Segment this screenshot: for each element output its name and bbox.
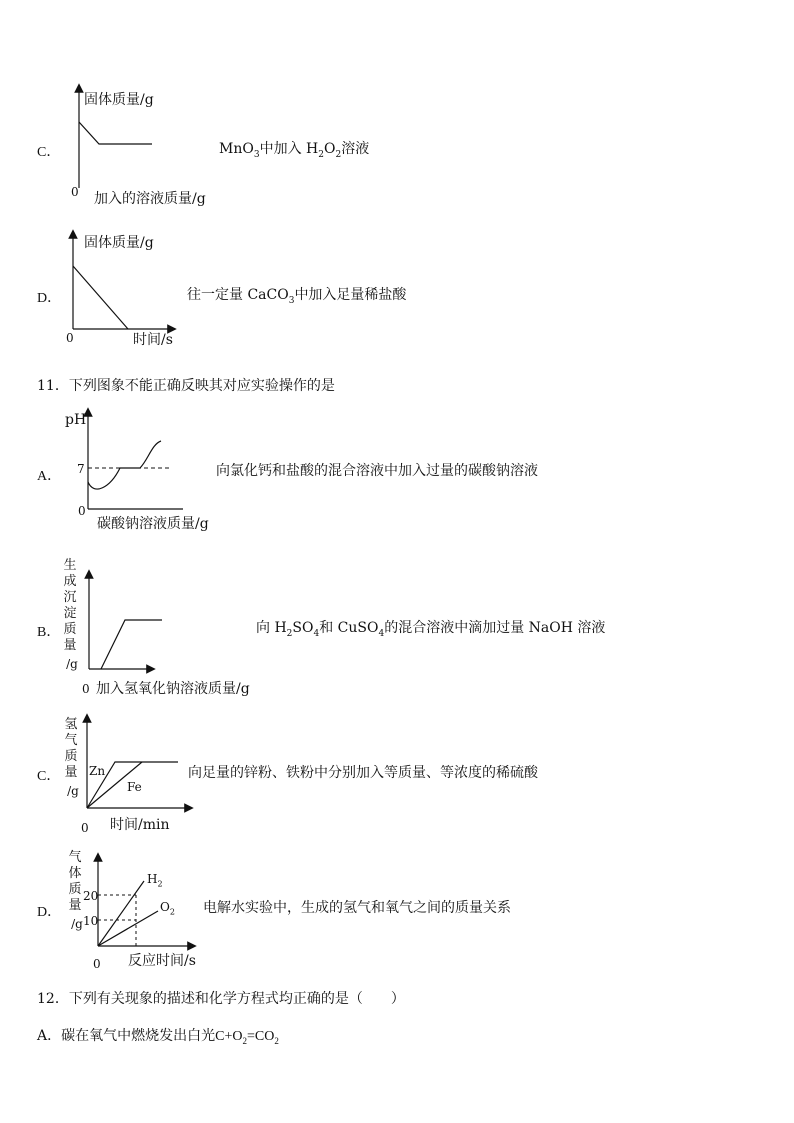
q10-c-origin: 0 — [71, 185, 79, 199]
q11-a-y-label: pH — [65, 412, 87, 428]
q10-c-x-label: 加入的溶液质量/g — [94, 191, 206, 207]
q11-a-x-label: 碳酸钠溶液质量/g — [97, 516, 209, 532]
q10-d-x-label: 时间/s — [133, 332, 173, 348]
q10-c-description: MnO$_3$中加入 $H_2O_2$溶液 — [219, 141, 370, 160]
q11-b-origin: 0 — [82, 682, 90, 696]
q11-c-x-label: 时间/min — [110, 817, 170, 833]
q11-d-option-letter: D． — [37, 905, 62, 920]
q10-d-option-letter: D． — [37, 291, 62, 306]
q11-c-description: 向足量的锌粉、铁粉中分别加入等质量、等浓度的稀硫酸 — [188, 765, 538, 781]
q11-stem: 11．下列图象不能正确反映其对应实验操作的是 — [37, 378, 335, 394]
q11-a-description: 向氯化钙和盐酸的混合溶液中加入过量的碳酸钠溶液 — [216, 463, 538, 479]
q11-c-origin: 0 — [81, 821, 89, 835]
q10-c-y-label: 固体质量/g — [84, 92, 154, 108]
q11-c-zn-label: Zn — [89, 764, 106, 778]
q11-b-curve — [101, 620, 162, 669]
q10-d-description: 往一定量 CaCO$_3$中加入足量稀盐酸 — [187, 287, 407, 306]
q11-d-h2-line — [98, 881, 144, 946]
q11-d-description: 电解水实验中，生成的氢气和氧气之间的质量关系 — [203, 900, 511, 916]
q11-a-tick-7: 7 — [77, 462, 85, 476]
q10-c-curve — [79, 122, 152, 144]
q10-d-curve — [73, 266, 128, 329]
q11-a-origin: 0 — [78, 504, 86, 518]
q12-option-a: A．碳在氧气中燃烧发出白光$C+O_2=CO_2$ — [37, 1028, 279, 1046]
q10-d-y-label: 固体质量/g — [84, 235, 154, 251]
q11-d-tick-10: 10 — [83, 914, 99, 928]
q10-c-option-letter: C． — [37, 145, 61, 160]
q11-a-curve — [88, 441, 161, 489]
q11-d-o2-label: $O_2$ — [160, 900, 175, 917]
q11-d-o2-line — [98, 911, 158, 946]
q12-a-equation: $C+O_2=CO_2$ — [215, 1029, 279, 1046]
q11-c-option-letter: C． — [37, 769, 61, 784]
q11-d-origin: 0 — [93, 957, 101, 971]
q11-b-option-letter: B． — [37, 625, 61, 640]
q11-c-fe-label: Fe — [127, 780, 142, 794]
q11-d-h2-label: $H_2$ — [147, 872, 163, 889]
q11-b-x-label: 加入氢氧化钠溶液质量/g — [96, 681, 250, 697]
q12-stem: 12．下列有关现象的描述和化学方程式均正确的是（ ） — [37, 991, 405, 1007]
q11-b-description: 向 $H_2SO_4$和 CuSO$_4$的混合溶液中滴加过量 NaOH 溶液 — [256, 620, 606, 639]
q11-d-tick-20: 20 — [83, 889, 99, 903]
q11-d-x-label: 反应时间/s — [128, 953, 196, 969]
q10-d-origin: 0 — [66, 331, 74, 345]
q11-a-option-letter: A． — [37, 469, 62, 484]
